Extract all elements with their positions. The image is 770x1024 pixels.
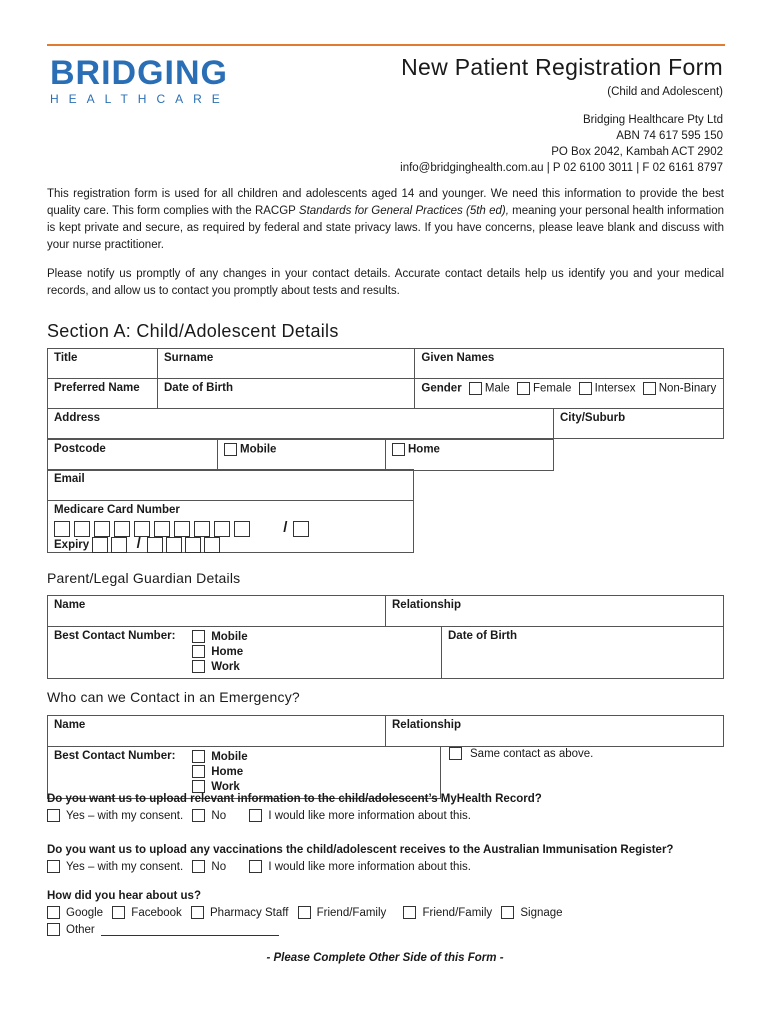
page-subtitle: (Child and Adolescent) (607, 86, 723, 98)
same-contact-option[interactable]: Same contact as above. (449, 747, 599, 760)
mobile-field[interactable]: Mobile (218, 440, 386, 471)
emergency-work-checkbox[interactable] (192, 780, 205, 793)
page-title: New Patient Registration Form (401, 54, 723, 80)
guardian-dob-field[interactable]: Date of Birth (442, 627, 724, 679)
immunisation-question: Do you want us to upload any vaccinations the child/adolescent receives to the Australian Immunisation Register? (47, 844, 674, 856)
hear-signage-checkbox[interactable] (501, 906, 514, 919)
hear-google-checkbox[interactable] (47, 906, 60, 919)
guardian-contact-field: Best Contact Number: Mobile Home Work (48, 627, 442, 679)
gender-female-checkbox[interactable] (517, 382, 530, 395)
given-names-field[interactable]: Given Names (415, 349, 724, 379)
medicare-label: Medicare Card Number (54, 504, 180, 516)
emergency-home-checkbox[interactable] (192, 765, 205, 778)
guardian-name-field[interactable]: Name (48, 596, 386, 627)
postcode-row (47, 439, 554, 471)
hear-options: Google Facebook Pharmacy Staff Friend/Family Friend/Family Signage (47, 906, 569, 919)
dob-field[interactable]: Date of Birth (158, 379, 415, 409)
header-accent-line (47, 44, 725, 46)
contact-block (400, 112, 723, 176)
emergency-relationship-field[interactable]: Relationship (386, 716, 724, 747)
emergency-heading: Who can we Contact in an Emergency? (47, 689, 300, 705)
company-name: Bridging Healthcare Pty Ltd (583, 114, 723, 126)
guardian-relationship-field[interactable]: Relationship (386, 596, 724, 627)
postcode-field[interactable]: Postcode (48, 440, 218, 471)
email-field[interactable]: Email (48, 470, 414, 501)
intro-paragraph: This registration form is used for all children and adolescents aged 14 and younger. We need this information to provide the best quality care. This form complies with the RACGP Standards for General Practices (5th ed), meaning your personal health information is kept private and secure, as required by federal and state privacy laws. If you have concerns, please leave blank and discuss with your nurse practitioner. (47, 188, 725, 251)
myhealth-no-checkbox[interactable] (192, 809, 205, 822)
emergency-contact-field: Best Contact Number: Mobile Home Work (48, 747, 441, 799)
logo (50, 56, 230, 114)
city-field[interactable]: City/Suburb (554, 409, 724, 439)
medicare-boxes[interactable]: / (54, 519, 407, 537)
myhealth-yes-checkbox[interactable] (47, 809, 60, 822)
hear-question: How did you hear about us? (47, 890, 201, 902)
immunisation-no-checkbox[interactable] (192, 860, 205, 873)
hear-other-option: Other (47, 923, 285, 936)
hear-facebook-checkbox[interactable] (112, 906, 125, 919)
emergency-contact-table (47, 746, 441, 799)
expiry-row[interactable]: Expiry / (54, 535, 223, 553)
standards-reference: Standards for General Practices (5th ed), (298, 205, 509, 217)
immunisation-yes-checkbox[interactable] (47, 860, 60, 873)
guardian-home-checkbox[interactable] (192, 645, 205, 658)
guardian-table (47, 595, 724, 627)
abn: ABN 74 617 595 150 (616, 130, 723, 142)
myhealth-options: Yes – with my consent. No I would like more information about this. (47, 809, 477, 822)
child-details-table (47, 348, 724, 439)
emergency-table (47, 715, 724, 747)
hear-pharmacy-checkbox[interactable] (191, 906, 204, 919)
hear-other-checkbox[interactable] (47, 923, 60, 936)
myhealth-more-checkbox[interactable] (249, 809, 262, 822)
hear-other-line[interactable] (101, 935, 279, 936)
guardian-heading: Parent/Legal Guardian Details (47, 570, 241, 586)
home-field[interactable]: Home (386, 440, 554, 471)
emergency-mobile-checkbox[interactable] (192, 750, 205, 763)
guardian-contact-table (47, 626, 724, 679)
emergency-name-field[interactable]: Name (48, 716, 386, 747)
hear-friend-family-checkbox[interactable] (298, 906, 311, 919)
gender-intersex-checkbox[interactable] (579, 382, 592, 395)
gender-nonbinary-checkbox[interactable] (643, 382, 656, 395)
gender-male-checkbox[interactable] (469, 382, 482, 395)
section-a-heading: Section A: Child/Adolescent Details (47, 321, 339, 341)
address-field[interactable]: Address (48, 409, 554, 439)
mobile-checkbox[interactable] (224, 443, 237, 456)
guardian-mobile-checkbox[interactable] (192, 630, 205, 643)
logo-main-text: BRIDGING (50, 54, 228, 92)
guardian-work-checkbox[interactable] (192, 660, 205, 673)
po-box: PO Box 2042, Kambah ACT 2902 (551, 146, 723, 158)
preferred-name-field[interactable]: Preferred Name (48, 379, 158, 409)
surname-field[interactable]: Surname (158, 349, 415, 379)
myhealth-question: Do you want us to upload relevant information to the child/adolescent’s MyHealth Record? (47, 793, 542, 805)
same-contact-checkbox[interactable] (449, 747, 462, 760)
footer-note: - Please Complete Other Side of this Form - (266, 952, 504, 964)
immunisation-options: Yes – with my consent. No I would like more information about this. (47, 860, 477, 873)
title-field[interactable]: Title (48, 349, 158, 379)
gender-field: Gender Male Female Intersex Non-Binary (415, 379, 724, 409)
notify-paragraph: Please notify us promptly of any changes in your contact details. Accurate contact details help us identify you and your medical records, and allow us to contact you promptly about tests and results. (47, 268, 724, 297)
immunisation-more-checkbox[interactable] (249, 860, 262, 873)
contact-line: info@bridginghealth.com.au | P 02 6100 3011 | F 02 6161 8797 (400, 162, 723, 174)
logo-sub-text: HEALTHCARE (50, 92, 230, 106)
hear-friend-family-2-checkbox[interactable] (403, 906, 416, 919)
home-checkbox[interactable] (392, 443, 405, 456)
